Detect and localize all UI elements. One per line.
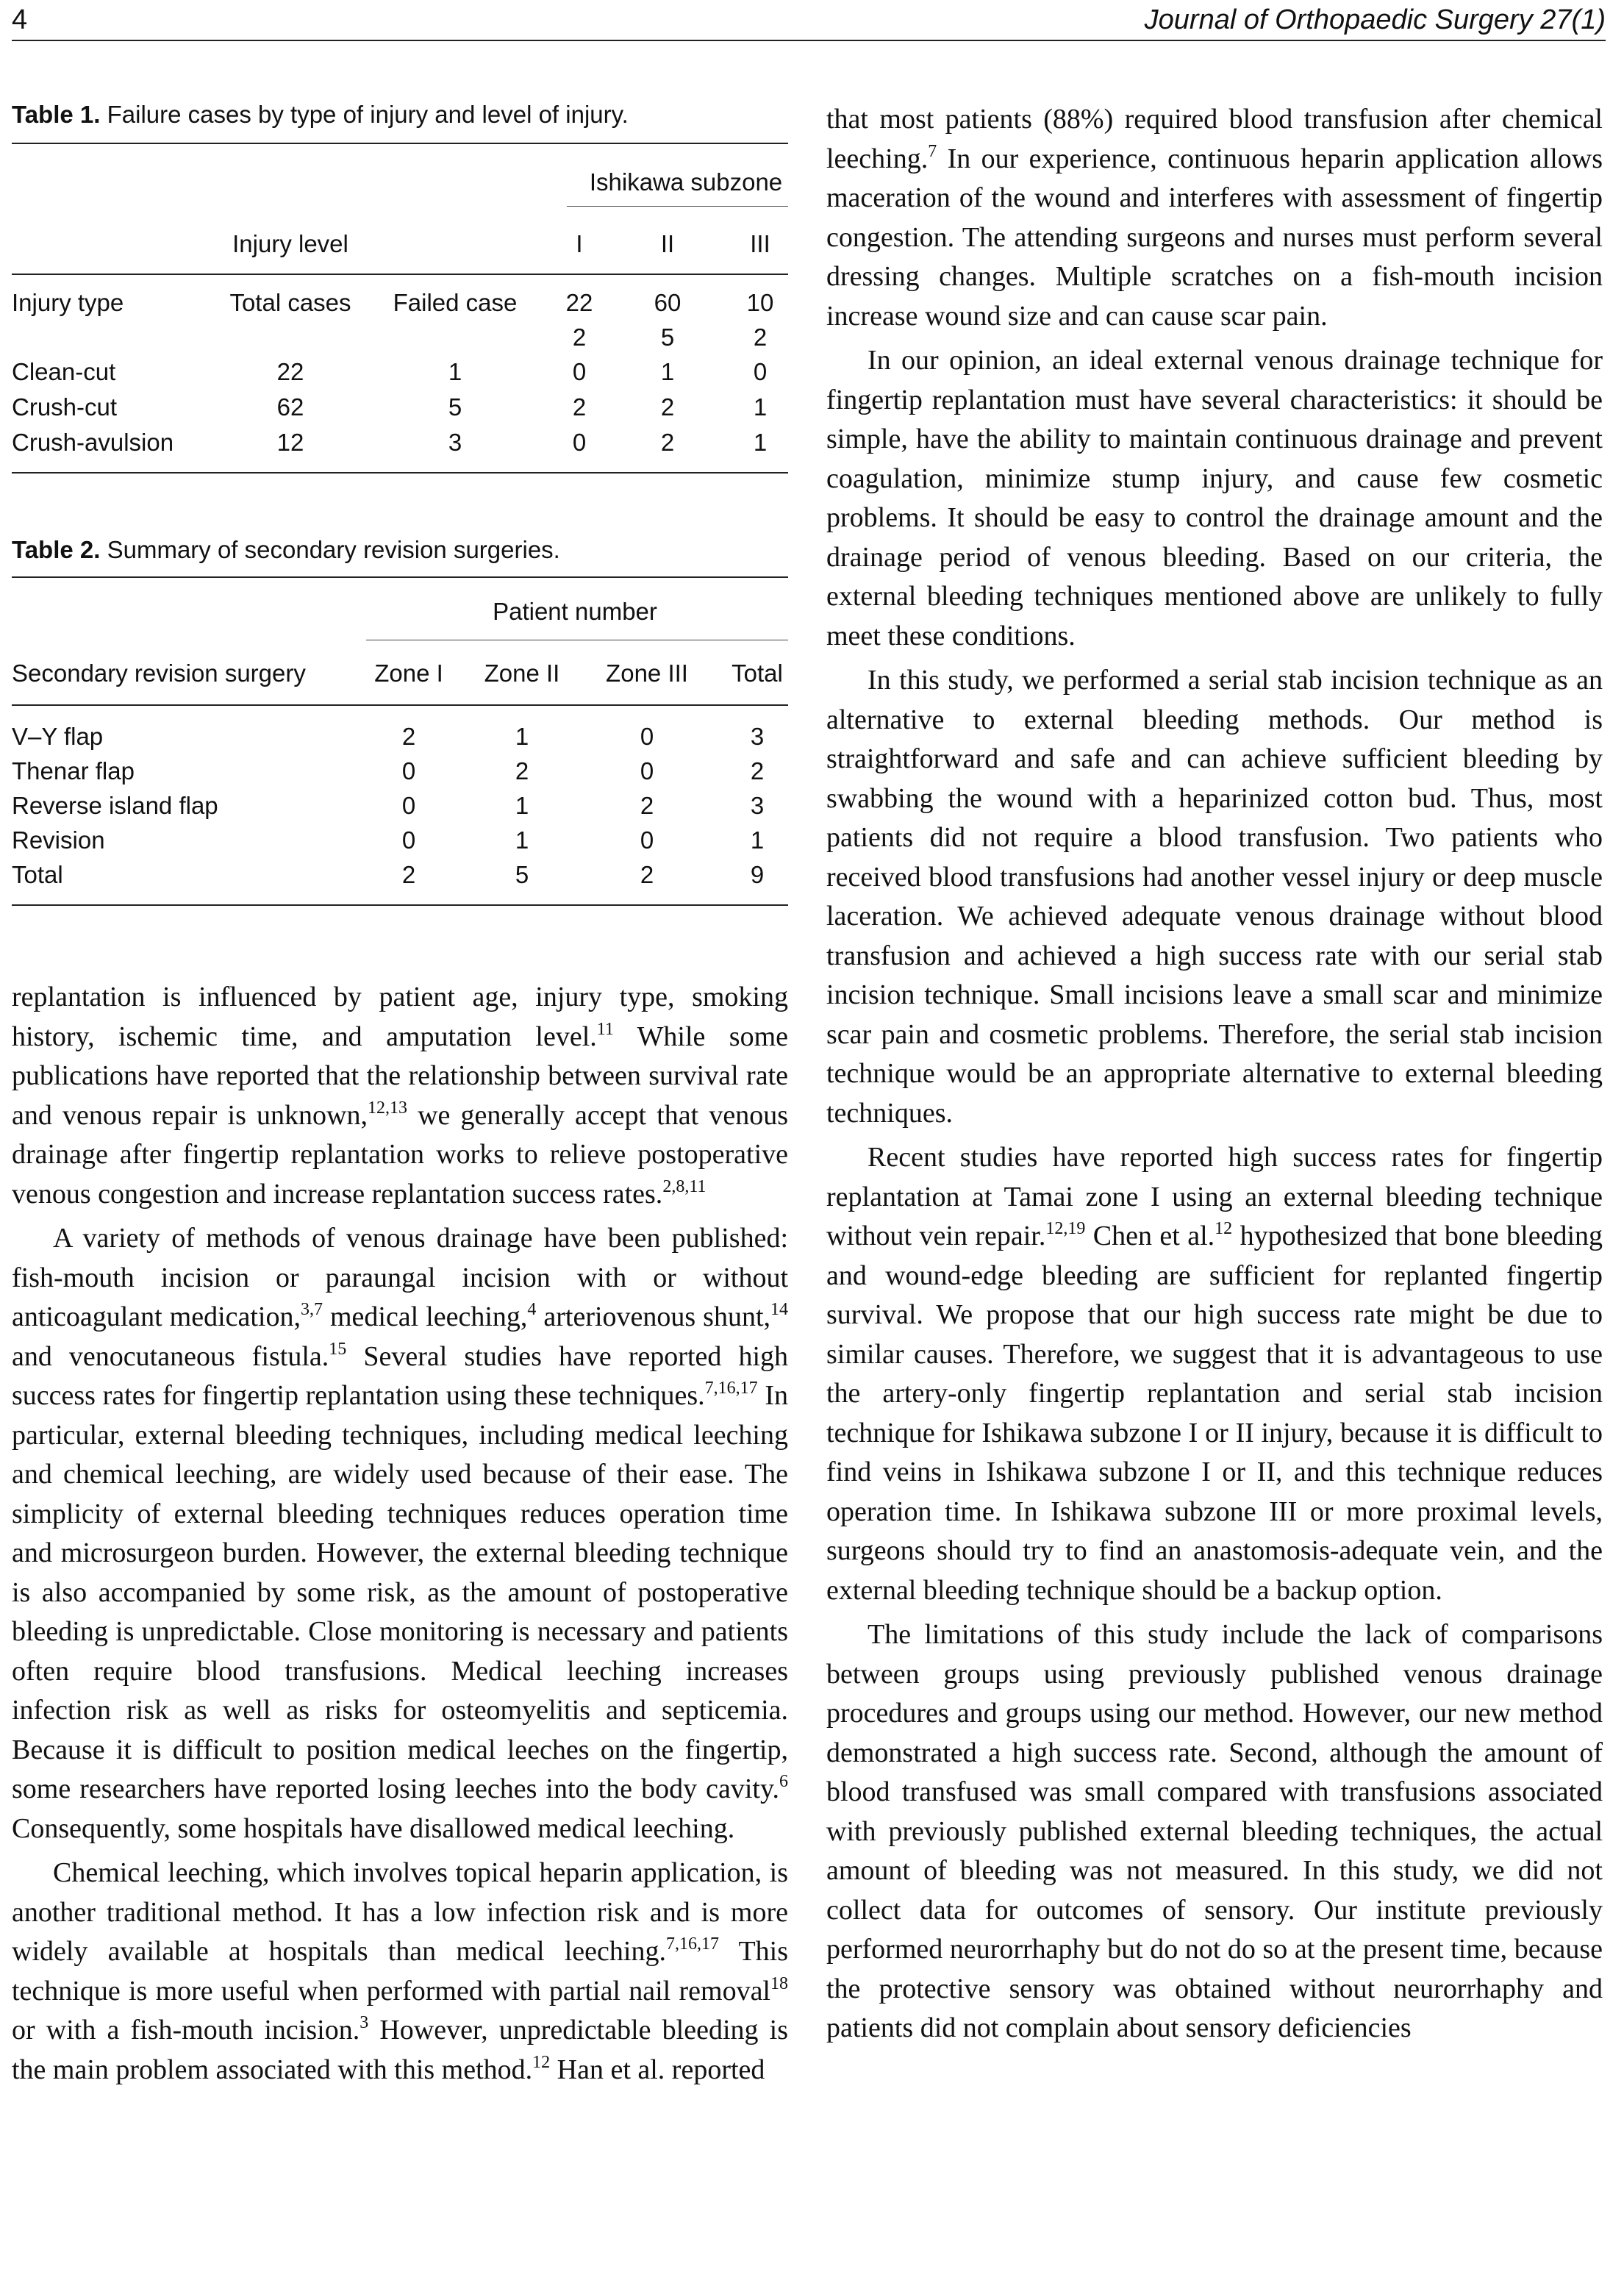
citation-reference: 12 (532, 2052, 551, 2072)
citation-reference: 11 (596, 1019, 614, 1039)
citation-reference: 15 (329, 1339, 347, 1359)
table-1-row-z3: 1 (753, 393, 768, 421)
table-2-row-z1: 2 (401, 861, 416, 888)
table-1-row-z2: 2 (660, 429, 675, 456)
table-2-row-total: 9 (750, 861, 765, 888)
table-2-col-zone-1: Zone I (374, 660, 443, 687)
table-2-col-surgery: Secondary revision surgery (12, 660, 306, 687)
table-2-caption (12, 535, 560, 565)
table-2-header-rule (12, 704, 788, 706)
table-1-row-z1: 0 (572, 429, 587, 456)
right-paragraph-1: that most patients (88%) required blood transfusion after chemical leeching.$^7$ In our experience, continuous heparin application allows maceration of the wound and interferes with assessment of fingertip congestion. The attending surgeons and nurses must perform several dressing changes. Multiple scratches on a fish-mouth incision increase wound size and can cause scar pain. (826, 104, 1603, 332)
right-paragraph-5: The limitations of this study include the lack of comparisons between groups using previously published venous drainage procedures and groups using our method. However, our new method demonstrated a high success rate. Second, although the amount of blood transfused was small compared with transfusions associated with previously published external bleeding techniques, the actual amount of bleeding was not measured. In this study, we did not collect data for outcomes of sensory. Our institute previously performed neurorrhaphy but do not do so at the present time, because the protective sensory was obtained without neurorrhaphy and patients did not complain about sensory deficiencies (826, 1619, 1603, 2043)
table-2-row-z2: 2 (515, 757, 529, 785)
table-1-row-z2: 1 (660, 358, 675, 385)
table-2-row-total: 3 (750, 792, 765, 819)
page-number: 4 (12, 4, 28, 35)
table-1-bottom-rule (12, 472, 788, 474)
table-2-row-z1: 0 (401, 757, 416, 785)
table-2-row-z3: 0 (640, 826, 654, 854)
table-1-row-z2: 2 (660, 393, 675, 421)
table-1-subzone-3-header: III (750, 230, 770, 257)
running-header (12, 0, 1606, 41)
table-1 (12, 100, 788, 482)
table-2-row-z1: 0 (401, 826, 416, 854)
table-1-row-failed: 5 (448, 393, 462, 421)
citation-reference: 12,13 (367, 1098, 407, 1118)
table-2-row-z1: 0 (401, 792, 416, 819)
citation-reference: 12 (1215, 1219, 1233, 1238)
table-1-subzone-1-header: I (576, 230, 583, 257)
table-1-injury-level-header: Injury level (232, 230, 348, 257)
citation-reference: 7,16,17 (665, 1934, 719, 1954)
right-paragraph-2: In our opinion, an ideal external venous drainage technique for fingertip replantation must have several characteristics: it should be simple, have the ability to maintain continuous drainage and prevent coagulation, minimize stump injury, and cause few cosmetic problems. It should be easy to control the drainage amount and the drainage period of venous bleeding. Based on our criteria, the external bleeding techniques mentioned above are unlikely to fully meet these conditions. (826, 345, 1603, 651)
table-2-row-z3: 2 (640, 792, 654, 819)
left-paragraph-1: replantation is influenced by patient age, injury type, smoking history, ischemic time, and amputation level.$^{11}$ While some publications have reported that the relationship between survival rate and venous repair is unknown,$^{12,13}$ we generally accept that venous drainage after fingertip replantation works to relieve postoperative venous congestion and increase replantation success rates.$^{2,8,11}$ (12, 982, 789, 1209)
table-2-row-z3: 2 (640, 861, 654, 888)
table-2-caption-text: Summary of secondary revision surgeries. (100, 536, 560, 563)
table-1-col-failed-case: Failed case (393, 289, 518, 316)
table-2 (12, 535, 788, 918)
citation-reference: 12,19 (1045, 1219, 1086, 1238)
table-2-row-z2: 1 (515, 826, 529, 854)
table-2-row-z3: 0 (640, 757, 654, 785)
right-paragraph-4: Recent studies have reported high success rates for fingertip replantation at Tamai zone I using an external bleeding technique without vein repair.$^{12,19}$ Chen et al.$^{12}$ hypothesized that bone bleeding and wound-edge bleeding are sufficient for replanted fingertip survival. We propose that our high success rate might be due to similar causes. Therefore, we suggest that it is advantageous to use the artery-only fingertip replantation and serial stab incision technique for Ishikawa subzone I or II injury, because it is difficult to find veins in Ishikawa subzone I or II, and this technique reduces operation time. In Ishikawa subzone III or more proximal levels, surgeons should try to find an anastomosis-adequate vein, and the external bleeding technique should be a backup option. (826, 1142, 1603, 1606)
citation-reference: 6 (779, 1772, 788, 1791)
right-paragraph-3: In this study, we performed a serial stab incision technique as an alternative to external bleeding methods. Our method is straightforward and safe and can achieve sufficient bleeding by swabbing the wound with a heparinized cotton bud. Thus, most patients did not require a blood transfusion. Two patients who received blood transfusions had another vessel injury or deep muscle laceration. We achieved adequate venous drainage without blood transfusion and achieved a high success rate with our serial stab incision technique. Small incisions leave a small scar and minimize scar pain and cosmetic problems. Therefore, the serial stab incision technique would be an appropriate alternative to external bleeding techniques. (826, 665, 1603, 1129)
table-1-col-injury-type: Injury type (12, 289, 124, 316)
table-2-row-z2: 1 (515, 723, 529, 750)
table-2-row-total: 2 (750, 757, 765, 785)
table-2-col-total: Total (731, 660, 783, 687)
table-1-row-z1: 0 (572, 358, 587, 385)
table-2-row-z2: 5 (515, 861, 529, 888)
table-1-label: Table 1. (12, 101, 101, 128)
table-2-row-z1: 2 (401, 723, 416, 750)
table-1-row-type: Crush-cut (12, 393, 118, 421)
table-2-row-z3: 0 (640, 723, 654, 750)
table-1-caption-text: Failure cases by type of injury and level of injury. (100, 101, 629, 128)
table-2-row-name: Thenar flap (12, 757, 135, 785)
table-1-row-total: 62 (276, 393, 304, 421)
citation-reference: 7 (928, 141, 937, 161)
table-2-row-total: 1 (750, 826, 765, 854)
table-2-row-total: 3 (750, 723, 765, 750)
citation-reference: 18 (770, 1973, 788, 1993)
table-1-header-rule (12, 274, 788, 275)
citation-reference: 2,8,11 (662, 1176, 707, 1196)
table-2-row-name: Total (12, 861, 63, 888)
table-2-top-rule (12, 576, 788, 578)
citation-reference: 3 (360, 2013, 369, 2032)
citation-reference: 14 (770, 1300, 789, 1319)
table-2-row-name: Revision (12, 826, 105, 854)
table-1-row-z1: 2 (572, 393, 587, 421)
citation-reference: 3,7 (301, 1300, 323, 1319)
table-1-row-type: Clean-cut (12, 358, 116, 385)
table-1-group-header: Ishikawa subzone (589, 168, 783, 196)
table-2-row-z2: 1 (515, 792, 529, 819)
table-2-label: Table 2. (12, 536, 101, 563)
left-paragraph-3: Chemical leeching, which involves topical heparin application, is another traditional method. It has a low infection risk and is more widely available at hospitals than medical leeching.$^{7,16,17}$ This technique is more useful when performed with partial nail removal$^{18}$ or with a fish-mouth incision.$^3$ However, unpredictable bleeding is the main problem associated with this method.$^{12}$ Han et al. reported (12, 1857, 788, 2085)
table-1-row-failed: 3 (448, 429, 462, 456)
citation-reference: 4 (527, 1300, 537, 1319)
citation-reference: 7,16,17 (704, 1379, 758, 1398)
table-1-col-total-cases: Total cases (229, 289, 351, 316)
table-1-subzone-1-failed: 2 (572, 324, 587, 351)
table-1-group-rule (567, 206, 788, 207)
table-1-row-total: 12 (276, 429, 304, 456)
table-2-row-name: Reverse island flap (12, 792, 218, 819)
table-1-subzone-2-failed: 5 (660, 324, 675, 351)
table-2-col-zone-3: Zone III (606, 660, 688, 687)
table-1-top-rule (12, 143, 788, 144)
table-1-subzone-1-total: 22 (565, 289, 593, 316)
table-1-subzone-3-total: 10 (746, 289, 774, 316)
table-2-col-zone-2: Zone II (484, 660, 560, 687)
left-paragraph-2: A variety of methods of venous drainage have been published: fish-mouth incision or paraungal incision with or without anticoagulant medication,$^{3,7}$ medical leeching,$^4$ arteriovenous shunt,$^{14}$ and venocutaneous fistula.$^{15}$ Several studies have reported high success rates for fingertip replantation using these techniques.$^{7,16,17}$ In particular, external bleeding techniques, including medical leeching and chemical leeching, are widely used because of their ease. The simplicity of external bleeding techniques reduces operation time and microsurgeon burden. However, the external bleeding technique is also accompanied by some risk, as the amount of postoperative bleeding is unpredictable. Close monitoring is necessary and patients often require blood transfusions. Medical leeching increases infection risk as well as risks for osteomyelitis and septicemia. Because it is difficult to position medical leeches on the fingertip, some researchers have reported losing leeches into the body cavity.$^6$ Consequently, some hospitals have disallowed medical leeching. (12, 1223, 789, 1844)
table-1-row-z3: 0 (753, 358, 768, 385)
journal-title: Journal of Orthopaedic Surgery 27(1) (1144, 4, 1606, 35)
left-column (12, 978, 788, 2090)
table-2-row-name: V–Y flap (12, 723, 104, 750)
table-2-bottom-rule (12, 904, 788, 906)
table-1-row-failed: 1 (448, 358, 462, 385)
table-1-row-total: 22 (276, 358, 304, 385)
table-1-caption (12, 100, 629, 129)
table-1-subzone-2-header: II (660, 230, 675, 257)
table-1-subzone-2-total: 60 (654, 289, 682, 316)
table-1-subzone-3-failed: 2 (753, 324, 768, 351)
table-1-row-z3: 1 (753, 429, 768, 456)
right-column (826, 100, 1603, 2048)
table-1-row-type: Crush-avulsion (12, 429, 174, 456)
table-2-group-header: Patient number (493, 598, 657, 625)
